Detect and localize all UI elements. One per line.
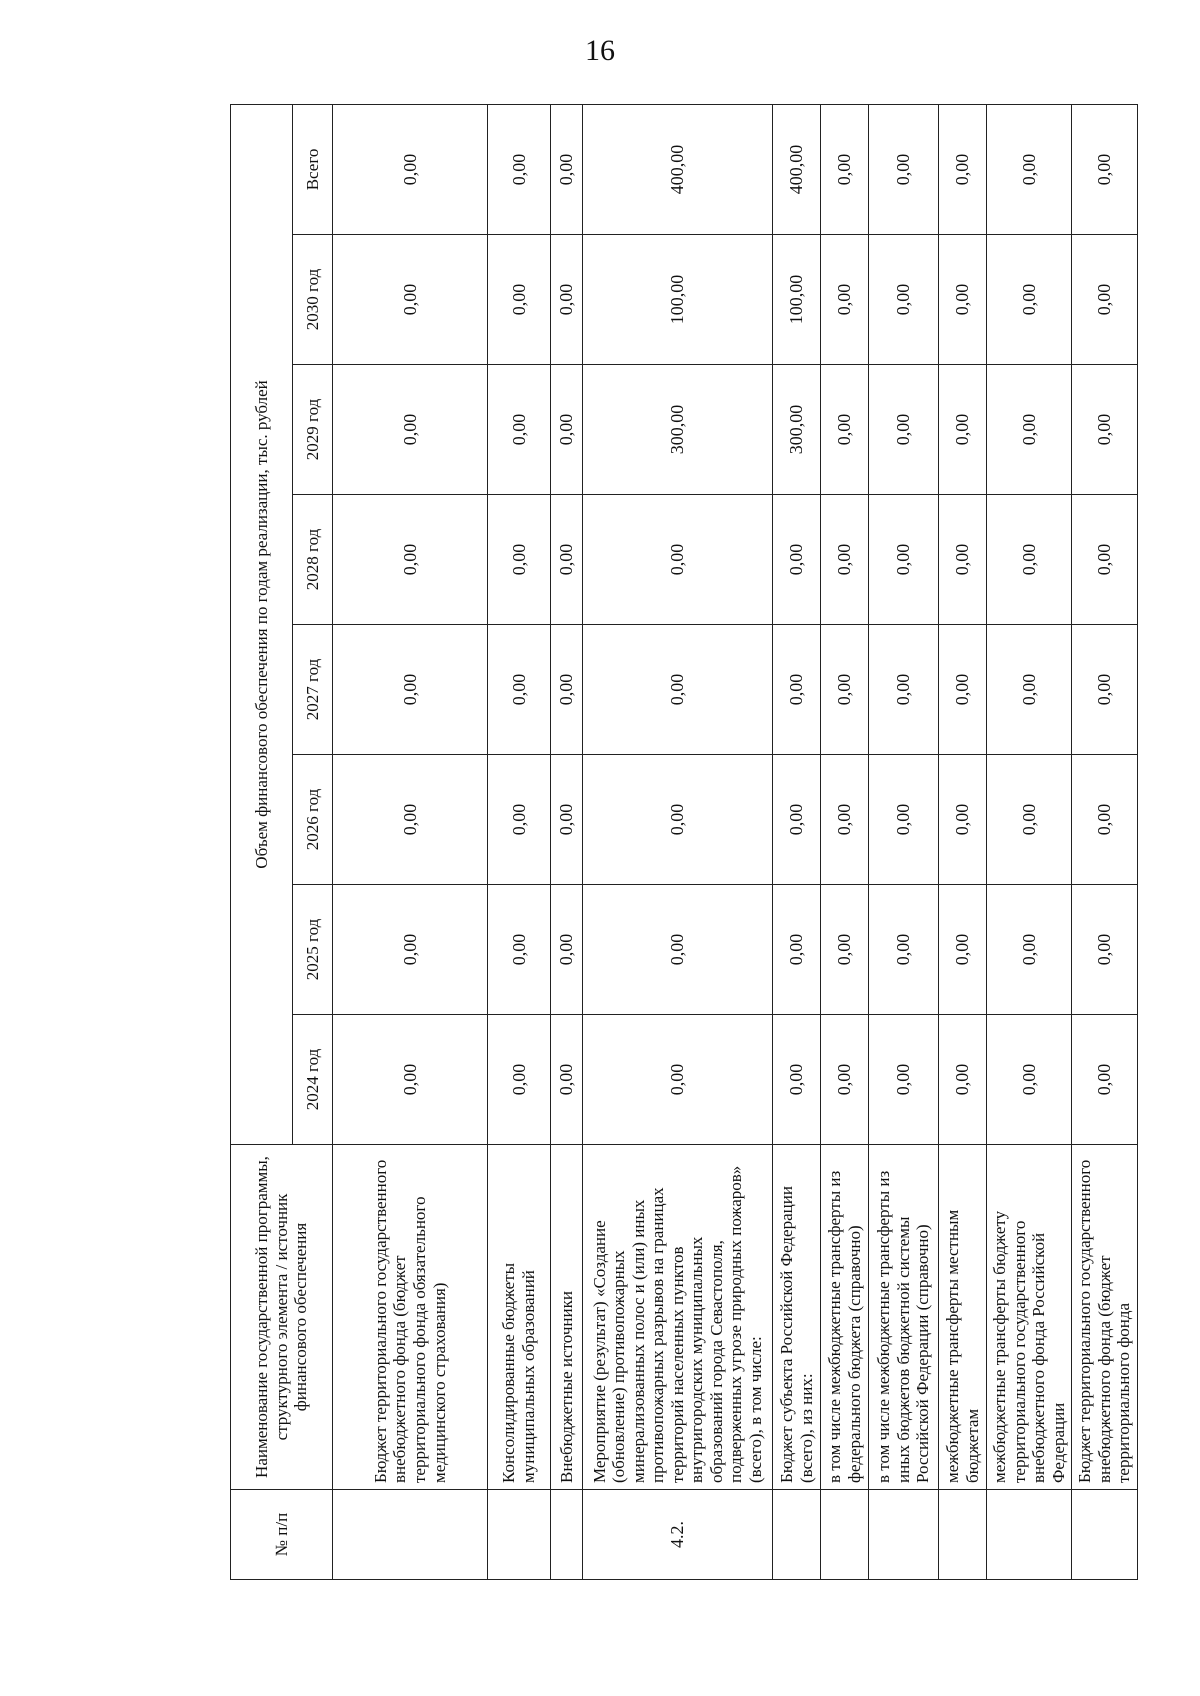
row-number	[773, 1490, 821, 1580]
row-year-value: 0,00	[821, 235, 869, 365]
row-year-value: 0,00	[551, 365, 583, 495]
table-row	[821, 104, 869, 1579]
row-year-value: 0,00	[987, 235, 1072, 365]
row-year-value: 0,00	[773, 1015, 821, 1145]
table-row	[551, 104, 583, 1579]
row-year-value: 0,00	[583, 495, 773, 625]
header-year: 2025 год	[293, 885, 333, 1015]
table-row	[333, 104, 488, 1579]
row-year-value: 0,00	[551, 625, 583, 755]
row-total-value: 400,00	[583, 104, 773, 234]
row-year-value: 0,00	[987, 495, 1072, 625]
row-name: Бюджет территориального государственного внебюджетного фонда (бюджет территориального фонда	[1072, 1145, 1138, 1490]
rotated-table-wrapper	[230, 105, 1134, 1580]
row-total-value: 0,00	[551, 104, 583, 234]
row-total-value: 400,00	[773, 104, 821, 234]
row-number	[939, 1490, 987, 1580]
row-year-value: 0,00	[583, 1015, 773, 1145]
row-year-value: 0,00	[939, 235, 987, 365]
header-volume: Объем финансового обеспечения по годам реализации, тыс. рублей	[231, 104, 293, 1144]
row-year-value: 0,00	[821, 625, 869, 755]
row-name: Бюджет субъекта Российской Федерации (всего), из них:	[773, 1145, 821, 1490]
row-year-value: 0,00	[551, 1015, 583, 1145]
table-header	[231, 104, 333, 1579]
header-year: 2030 год	[293, 235, 333, 365]
row-year-value: 0,00	[1072, 365, 1138, 495]
row-year-value: 0,00	[869, 755, 939, 885]
table-row	[583, 104, 773, 1579]
row-number	[821, 1490, 869, 1580]
row-total-value: 0,00	[1072, 104, 1138, 234]
row-year-value: 0,00	[987, 625, 1072, 755]
row-year-value: 0,00	[869, 625, 939, 755]
row-year-value: 0,00	[773, 495, 821, 625]
row-name: Внебюджетные источники	[551, 1145, 583, 1490]
row-number	[488, 1490, 551, 1580]
row-year-value: 0,00	[773, 885, 821, 1015]
row-year-value: 0,00	[869, 365, 939, 495]
row-year-value: 0,00	[1072, 885, 1138, 1015]
row-year-value: 0,00	[773, 755, 821, 885]
row-year-value: 0,00	[821, 755, 869, 885]
row-year-value: 0,00	[821, 495, 869, 625]
row-year-value: 0,00	[333, 885, 488, 1015]
row-year-value: 0,00	[488, 235, 551, 365]
row-total-value: 0,00	[333, 104, 488, 234]
row-year-value: 0,00	[1072, 495, 1138, 625]
header-year: 2029 год	[293, 365, 333, 495]
row-year-value: 0,00	[333, 365, 488, 495]
rotated-table-frame	[230, 105, 1134, 1580]
header-year: 2027 год	[293, 625, 333, 755]
row-year-value: 300,00	[583, 365, 773, 495]
row-number	[869, 1490, 939, 1580]
table-row	[939, 104, 987, 1579]
table-body	[333, 104, 1138, 1579]
row-number	[551, 1490, 583, 1580]
row-year-value: 0,00	[869, 235, 939, 365]
header-num: № п/п	[231, 1490, 333, 1580]
row-year-value: 0,00	[1072, 1015, 1138, 1145]
row-year-value: 0,00	[551, 755, 583, 885]
row-year-value: 0,00	[987, 365, 1072, 495]
row-year-value: 0,00	[488, 495, 551, 625]
row-name: межбюджетные трансферты местным бюджетам	[939, 1145, 987, 1490]
row-year-value: 0,00	[1072, 625, 1138, 755]
row-year-value: 0,00	[987, 755, 1072, 885]
row-year-value: 0,00	[333, 495, 488, 625]
row-name: Бюджет территориального государственного внебюджетного фонда (бюджет территориального фонда обязательного медицинского страхования)	[333, 1145, 488, 1490]
row-name: Мероприятие (результат) «Создание (обновление) противопожарных минерализованных полос и (или) иных противопожарных разрывов на границах территорий населенных пунктов внутригородских муниципальных образований города Севастополя, подверженных угрозе природных пожаров» (всего), в том числе:	[583, 1145, 773, 1490]
row-year-value: 0,00	[333, 235, 488, 365]
header-year: 2024 год	[293, 1015, 333, 1145]
row-total-value: 0,00	[821, 104, 869, 234]
row-year-value: 0,00	[773, 625, 821, 755]
row-year-value: 0,00	[939, 625, 987, 755]
row-total-value: 0,00	[987, 104, 1072, 234]
row-year-value: 0,00	[488, 755, 551, 885]
row-year-value: 300,00	[773, 365, 821, 495]
header-total: Всего	[293, 104, 333, 234]
row-name: межбюджетные трансферты бюджету территориального государственного внебюджетного фонда Российской Федерации	[987, 1145, 1072, 1490]
row-year-value: 0,00	[488, 365, 551, 495]
page-number: 16	[585, 34, 615, 67]
row-year-value: 0,00	[939, 885, 987, 1015]
row-name: в том числе межбюджетные трансферты из федерального бюджета (справочно)	[821, 1145, 869, 1490]
row-year-value: 0,00	[1072, 235, 1138, 365]
row-year-value: 0,00	[821, 885, 869, 1015]
row-year-value: 100,00	[773, 235, 821, 365]
row-year-value: 0,00	[488, 1015, 551, 1145]
row-year-value: 0,00	[939, 365, 987, 495]
row-year-value: 0,00	[939, 495, 987, 625]
row-year-value: 0,00	[583, 625, 773, 755]
row-year-value: 0,00	[333, 755, 488, 885]
row-total-value: 0,00	[869, 104, 939, 234]
row-number	[333, 1490, 488, 1580]
row-year-value: 0,00	[939, 755, 987, 885]
row-name: Консолидированные бюджеты муниципальных образований	[488, 1145, 551, 1490]
row-year-value: 0,00	[987, 1015, 1072, 1145]
table-row	[1072, 104, 1138, 1579]
row-number	[987, 1490, 1072, 1580]
row-year-value: 0,00	[488, 625, 551, 755]
row-year-value: 0,00	[869, 495, 939, 625]
table-row	[987, 104, 1072, 1579]
row-year-value: 0,00	[488, 885, 551, 1015]
row-year-value: 0,00	[869, 885, 939, 1015]
row-number: 4.2.	[583, 1490, 773, 1580]
row-year-value: 0,00	[551, 495, 583, 625]
header-year: 2026 год	[293, 755, 333, 885]
row-year-value: 0,00	[821, 365, 869, 495]
row-total-value: 0,00	[488, 104, 551, 234]
row-year-value: 0,00	[939, 1015, 987, 1145]
header-name: Наименование государственной программы, структурного элемента / источник финансового обеспечения	[231, 1145, 333, 1490]
table-row	[488, 104, 551, 1579]
row-year-value: 0,00	[551, 235, 583, 365]
row-year-value: 0,00	[869, 1015, 939, 1145]
row-year-value: 0,00	[551, 885, 583, 1015]
row-year-value: 0,00	[583, 885, 773, 1015]
row-year-value: 0,00	[987, 885, 1072, 1015]
table-row	[773, 104, 821, 1579]
row-total-value: 0,00	[939, 104, 987, 234]
row-number	[1072, 1490, 1138, 1580]
row-year-value: 0,00	[1072, 755, 1138, 885]
row-year-value: 0,00	[583, 755, 773, 885]
row-year-value: 0,00	[821, 1015, 869, 1145]
row-year-value: 0,00	[333, 1015, 488, 1145]
header-year: 2028 год	[293, 495, 333, 625]
row-year-value: 0,00	[333, 625, 488, 755]
row-year-value: 100,00	[583, 235, 773, 365]
row-name: в том числе межбюджетные трансферты из иных бюджетов бюджетной системы Российской Федерации (справочно)	[869, 1145, 939, 1490]
table-row	[869, 104, 939, 1579]
financing-table	[230, 104, 1138, 1580]
